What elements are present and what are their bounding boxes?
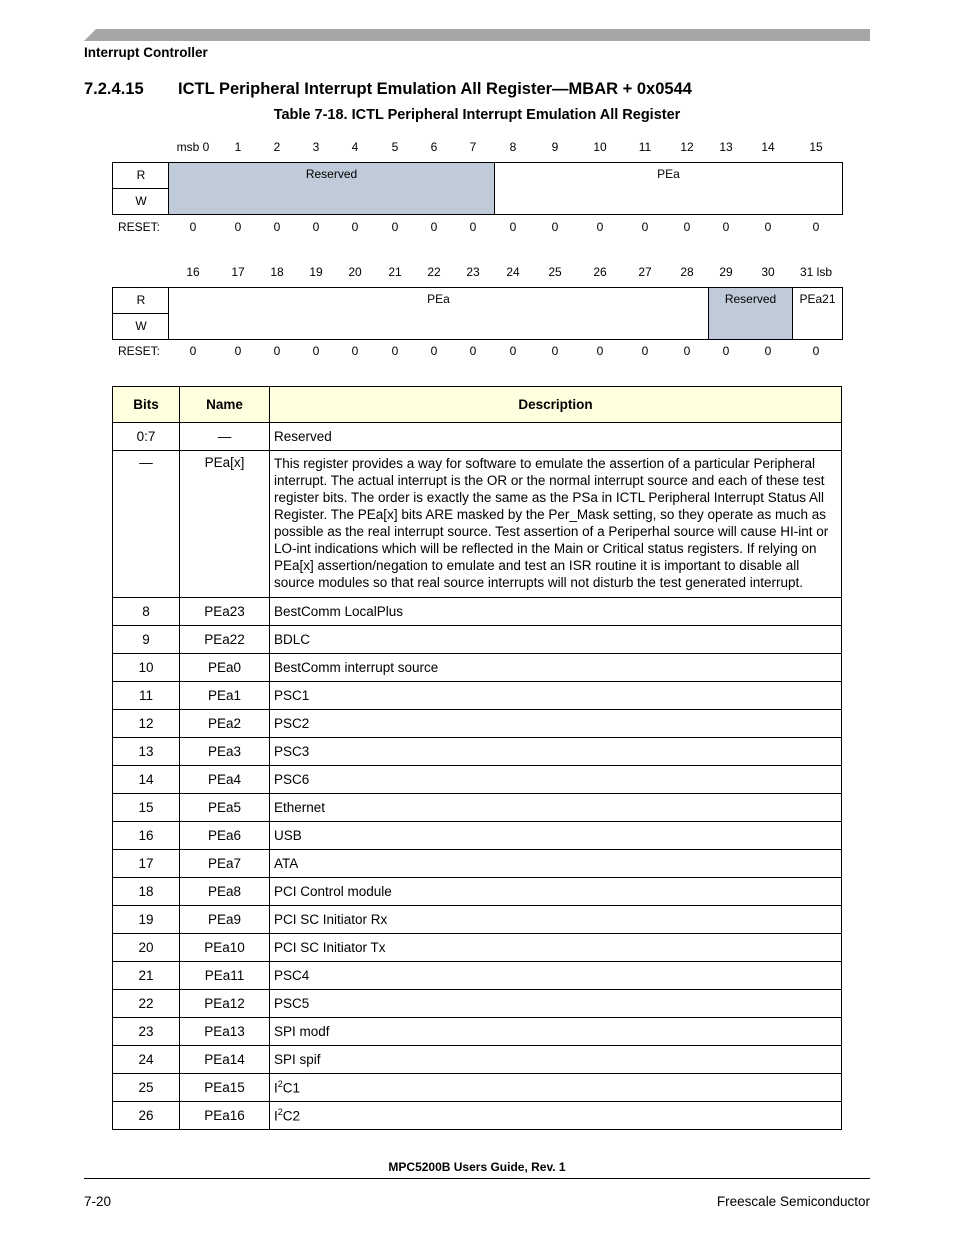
table-row — [113, 451, 842, 598]
row-bits: 14 — [113, 766, 180, 794]
upper-reset-value: 0 — [683, 220, 691, 234]
lower-reset-value: 0 — [641, 344, 649, 358]
row-bits: 15 — [113, 794, 180, 822]
lower-reset-value: 0 — [189, 344, 197, 358]
row-name: PEa15 — [180, 1074, 270, 1102]
table-row — [113, 654, 842, 682]
row-name: PEa22 — [180, 626, 270, 654]
row-name: PEa14 — [180, 1046, 270, 1074]
table-row — [113, 878, 842, 906]
row-description: PSC2 — [270, 710, 842, 738]
row-description: ATA — [270, 850, 842, 878]
row-description: SPI spif — [270, 1046, 842, 1074]
upper-reset-value: 0 — [430, 220, 438, 234]
upper-reset-value: 0 — [189, 220, 197, 234]
table-row — [113, 710, 842, 738]
row-description: USB — [270, 822, 842, 850]
row-bits: 11 — [113, 682, 180, 710]
row-name: PEa11 — [180, 962, 270, 990]
table-row — [113, 794, 842, 822]
superscript: 2 — [277, 1107, 283, 1118]
lower-reset-value: 0 — [812, 344, 820, 358]
lower-reset-value: 0 — [391, 344, 399, 358]
chapter-title: Interrupt Controller — [84, 45, 208, 60]
upper-reset-value: 0 — [641, 220, 649, 234]
lower-reset-value: 0 — [430, 344, 438, 358]
row-description: BDLC — [270, 626, 842, 654]
upper-reset-value: 0 — [596, 220, 604, 234]
row-description: $I^2C2$ — [270, 1102, 842, 1130]
lower-reset-value: 0 — [551, 344, 559, 358]
lower-bit-number: 16 — [186, 265, 200, 279]
table-row — [113, 598, 842, 626]
row-description: PSC4 — [270, 962, 842, 990]
row-name: PEa5 — [180, 794, 270, 822]
row-bits: 17 — [113, 850, 180, 878]
row-name: PEa9 — [180, 906, 270, 934]
upper-reset-value: 0 — [551, 220, 559, 234]
row-bits: 25 — [113, 1074, 180, 1102]
row-bits: 26 — [113, 1102, 180, 1130]
lower-reset-value: 0 — [312, 344, 320, 358]
lower-bit-number: 20 — [348, 265, 362, 279]
row-name: PEa8 — [180, 878, 270, 906]
row-name: PEa6 — [180, 822, 270, 850]
lower-bit-number: 29 — [719, 265, 733, 279]
upper-reset-value: 0 — [722, 220, 730, 234]
row-bits: 8 — [113, 598, 180, 626]
row-name: PEa[x] — [180, 451, 270, 598]
lower-register-row — [112, 287, 843, 340]
lower-reset-value: 0 — [722, 344, 730, 358]
footer-divider — [84, 1178, 870, 1179]
table-row — [113, 1074, 842, 1102]
upper-bit-number: 1 — [234, 140, 242, 154]
upper-reset-value: 0 — [469, 220, 477, 234]
lower-bit-number: 18 — [270, 265, 284, 279]
row-name: PEa13 — [180, 1018, 270, 1046]
description-table — [112, 386, 842, 1130]
table-row — [113, 1018, 842, 1046]
lower-field-pea21: PEa21 — [792, 288, 842, 339]
header-bits: Bits — [113, 387, 180, 423]
upper-bit-number: 14 — [761, 140, 775, 154]
table-row — [113, 934, 842, 962]
header-bar — [84, 29, 870, 41]
row-description: $I^2C1$ — [270, 1074, 842, 1102]
row-description: PSC1 — [270, 682, 842, 710]
row-name: PEa23 — [180, 598, 270, 626]
upper-field-pea: PEa — [494, 163, 842, 214]
table-row — [113, 1046, 842, 1074]
lower-reset-value: 0 — [234, 344, 242, 358]
upper-bit-number: 11 — [638, 140, 652, 154]
upper-bit-number: 15 — [809, 140, 823, 154]
row-name: PEa12 — [180, 990, 270, 1018]
lower-bit-number: 21 — [388, 265, 402, 279]
upper-reset-value: 0 — [812, 220, 820, 234]
lower-bit-number: 19 — [309, 265, 323, 279]
lower-bit-number: 22 — [427, 265, 441, 279]
lower-field-reserved: Reserved — [708, 288, 792, 339]
lower-bit-number: 17 — [231, 265, 245, 279]
description-table-body — [113, 423, 842, 1130]
lower-field-pea: PEa — [427, 292, 450, 306]
table-row — [113, 738, 842, 766]
upper-bit-number: 7 — [469, 140, 477, 154]
header-name: Name — [180, 387, 270, 423]
row-name: PEa2 — [180, 710, 270, 738]
upper-bit-number: 6 — [430, 140, 438, 154]
description-table-header — [113, 387, 842, 423]
row-description: PCI SC Initiator Rx — [270, 906, 842, 934]
upper-bit-number: 8 — [509, 140, 517, 154]
table-row — [113, 990, 842, 1018]
row-bits: 0:7 — [113, 423, 180, 451]
upper-bit-number: 10 — [593, 140, 607, 154]
row-description: This register provides a way for software to emulate the assertion of a particular Peripheral interrupt. The actual interrupt is the OR or the normal interrupt source and each of these test register bits. The order is exactly the same as the PSa in ICTL Peripheral Interrupt Status All Register. The PEa[x] bits ARE masked by the Per_Mask setting, so they operate as much as possible as the real interrupt source. Test assertion of a Periperhal source will cause HI-int or LO-int indications which will be reflected in the Main or Critical status registers. If relying on PEa[x] assertion/negation to emulate and test an ISR routine it is important to disable all source modules so that real source interrupts will not disturb the test generated interrupt. — [270, 451, 842, 598]
footer-doc-title: MPC5200B Users Guide, Rev. 1 — [388, 1160, 566, 1174]
lower-reset-value: 0 — [351, 344, 359, 358]
row-bits: 9 — [113, 626, 180, 654]
row-bits: 23 — [113, 1018, 180, 1046]
rw-label-column — [113, 288, 169, 339]
table-row — [113, 626, 842, 654]
upper-reset-value: 0 — [509, 220, 517, 234]
lower-bit-number: 28 — [680, 265, 694, 279]
row-bits: 18 — [113, 878, 180, 906]
footer-company: Freescale Semiconductor — [716, 1194, 870, 1209]
upper-reset-value: 0 — [764, 220, 772, 234]
table-row — [113, 766, 842, 794]
row-bits: 19 — [113, 906, 180, 934]
row-description: PSC6 — [270, 766, 842, 794]
upper-reset-value: 0 — [234, 220, 242, 234]
upper-reset-value: 0 — [391, 220, 399, 234]
lower-reset-value: 0 — [509, 344, 517, 358]
row-description: BestComm interrupt source — [270, 654, 842, 682]
upper-bit-number: 3 — [312, 140, 320, 154]
row-bits: — — [113, 451, 180, 598]
row-bits: 10 — [113, 654, 180, 682]
upper-bit-number: 12 — [680, 140, 694, 154]
lower-bit-number: 26 — [593, 265, 607, 279]
row-description: PSC5 — [270, 990, 842, 1018]
upper-bit-number: msb 0 — [176, 140, 210, 154]
row-bits: 24 — [113, 1046, 180, 1074]
section-title: ICTL Peripheral Interrupt Emulation All Register—MBAR + 0x0544 — [178, 80, 692, 98]
upper-reset-value: 0 — [312, 220, 320, 234]
upper-bit-number: 13 — [719, 140, 733, 154]
row-description: SPI modf — [270, 1018, 842, 1046]
table-row — [113, 850, 842, 878]
rw-label-column — [113, 163, 169, 214]
table-row — [113, 682, 842, 710]
table-row — [113, 1102, 842, 1130]
lower-reset-value: 0 — [764, 344, 772, 358]
row-name: — — [180, 423, 270, 451]
row-name: PEa7 — [180, 850, 270, 878]
write-label: W — [135, 194, 147, 208]
section-number: 7.2.4.15 — [84, 80, 144, 98]
read-label: R — [113, 163, 169, 189]
lower-bit-number: 23 — [466, 265, 480, 279]
lower-reset-value: 0 — [273, 344, 281, 358]
row-name: PEa4 — [180, 766, 270, 794]
table-row — [113, 822, 842, 850]
upper-register-row — [112, 162, 843, 215]
lower-bit-number: 27 — [638, 265, 652, 279]
row-description: PCI SC Initiator Tx — [270, 934, 842, 962]
row-bits: 16 — [113, 822, 180, 850]
row-bits: 20 — [113, 934, 180, 962]
upper-bit-number: 9 — [551, 140, 559, 154]
row-description: PCI Control module — [270, 878, 842, 906]
lower-reset-value: 0 — [683, 344, 691, 358]
row-name: PEa1 — [180, 682, 270, 710]
page-number: 7-20 — [84, 1194, 112, 1209]
upper-reset-value: 0 — [351, 220, 359, 234]
row-bits: 13 — [113, 738, 180, 766]
table-row — [113, 423, 842, 451]
lower-bit-number: 24 — [506, 265, 520, 279]
row-name: PEa10 — [180, 934, 270, 962]
lower-bit-number: 31 lsb — [799, 265, 833, 279]
lower-reset-value: 0 — [596, 344, 604, 358]
superscript: 2 — [277, 1079, 283, 1090]
row-name: PEa0 — [180, 654, 270, 682]
row-description: Ethernet — [270, 794, 842, 822]
lower-bit-number: 25 — [548, 265, 562, 279]
lower-bit-number: 30 — [761, 265, 775, 279]
write-label: W — [135, 319, 147, 333]
read-label: R — [113, 288, 169, 314]
row-name: PEa3 — [180, 738, 270, 766]
upper-bit-number: 2 — [273, 140, 281, 154]
lower-reset-value: 0 — [469, 344, 477, 358]
upper-field-reserved: Reserved — [169, 163, 494, 214]
table-caption: Table 7-18. ICTL Peripheral Interrupt Emulation All Register — [273, 107, 681, 123]
table-row — [113, 962, 842, 990]
lower-reset-label: RESET: — [118, 344, 161, 358]
table-row — [113, 906, 842, 934]
upper-reset-value: 0 — [273, 220, 281, 234]
upper-bit-number: 5 — [391, 140, 399, 154]
upper-bit-number: 4 — [351, 140, 359, 154]
header-description: Description — [270, 387, 842, 423]
header-bar-notch — [84, 29, 96, 41]
row-description: Reserved — [270, 423, 842, 451]
row-description: BestComm LocalPlus — [270, 598, 842, 626]
row-bits: 22 — [113, 990, 180, 1018]
row-description: PSC3 — [270, 738, 842, 766]
row-bits: 12 — [113, 710, 180, 738]
upper-reset-label: RESET: — [118, 220, 161, 234]
row-bits: 21 — [113, 962, 180, 990]
row-name: PEa16 — [180, 1102, 270, 1130]
